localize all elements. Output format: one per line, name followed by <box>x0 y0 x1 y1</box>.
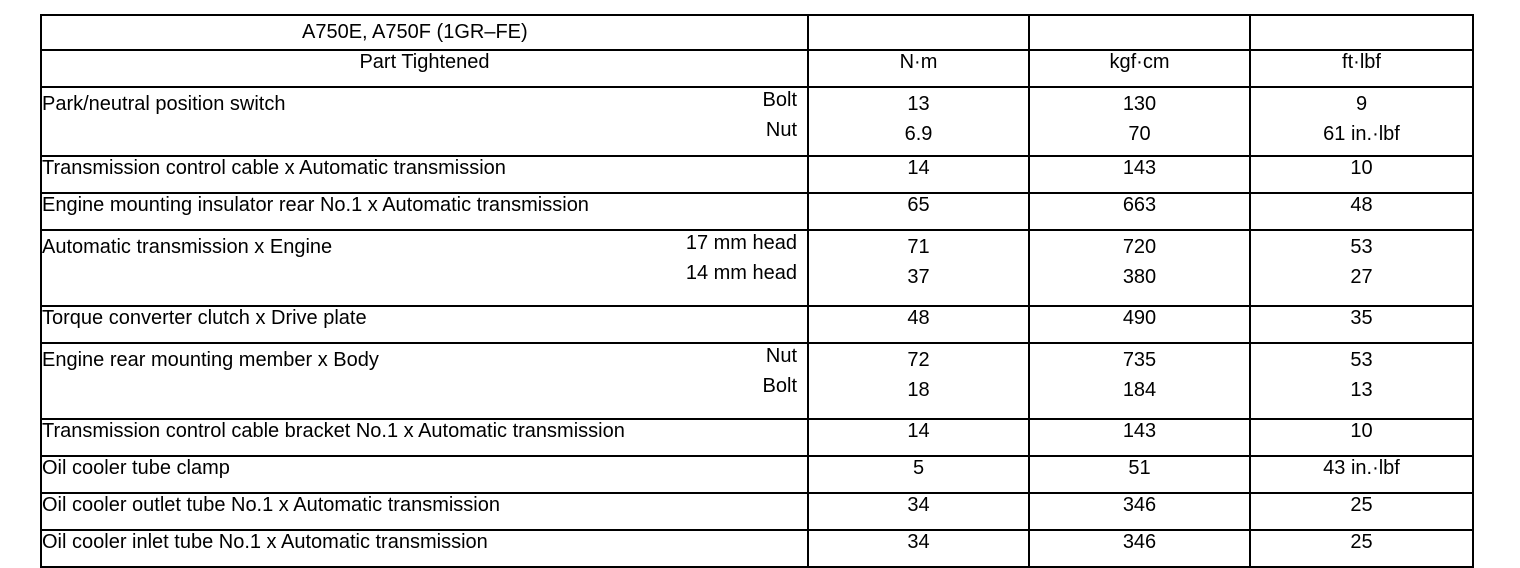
empty-header-cell <box>808 15 1029 50</box>
kgf-value: 184 <box>1122 379 1157 401</box>
kgf-value: 346 <box>1029 493 1250 530</box>
kgf-value: 490 <box>1029 306 1250 343</box>
col-header-kgf: kgf·cm <box>1029 50 1250 87</box>
nm-value: 14 <box>808 419 1029 456</box>
ftlbf-value: 9 <box>1355 93 1368 115</box>
part-name: Torque converter clutch x Drive plate <box>41 306 808 343</box>
nm-cell <box>808 230 1029 306</box>
nm-value: 34 <box>808 493 1029 530</box>
kgf-value: 51 <box>1029 456 1250 493</box>
nm-value: 65 <box>808 193 1029 230</box>
ftlbf-cell <box>1250 230 1473 306</box>
column-header-row <box>41 50 1473 87</box>
sub-label: 14 mm head <box>685 262 797 284</box>
nm-cell <box>808 87 1029 156</box>
model-label: A750E, A750F (1GR–FE) <box>302 21 528 43</box>
sub-label: Nut <box>765 119 797 141</box>
nm-value: 48 <box>808 306 1029 343</box>
part-name: Engine rear mounting member x Body <box>42 349 379 371</box>
kgf-value: 70 <box>1128 123 1151 145</box>
sub-label: Nut <box>765 345 797 367</box>
table-row <box>41 530 1473 567</box>
ftlbf-value: 27 <box>1350 266 1373 288</box>
nm-value: 6.9 <box>904 123 933 145</box>
part-name: Transmission control cable bracket No.1 x Automatic transmission <box>41 419 808 456</box>
part-name: Oil cooler tube clamp <box>41 456 808 493</box>
ftlbf-value: 13 <box>1350 379 1373 401</box>
nm-value: 13 <box>907 93 930 115</box>
table-row <box>41 87 1473 156</box>
sub-label: Bolt <box>762 89 797 111</box>
kgf-value: 735 <box>1122 349 1157 371</box>
table-row <box>41 493 1473 530</box>
kgf-cell <box>1029 230 1250 306</box>
part-cell <box>41 230 808 306</box>
part-name: Automatic transmission x Engine <box>42 236 333 258</box>
table-row <box>41 230 1473 306</box>
kgf-value: 720 <box>1122 236 1157 258</box>
part-name: Engine mounting insulator rear No.1 x Automatic transmission <box>41 193 808 230</box>
ftlbf-value: 10 <box>1250 419 1473 456</box>
nm-value: 34 <box>808 530 1029 567</box>
table-row <box>41 306 1473 343</box>
empty-header-cell <box>1250 15 1473 50</box>
nm-value: 37 <box>907 266 930 288</box>
ftlbf-value: 25 <box>1250 493 1473 530</box>
ftlbf-value: 25 <box>1250 530 1473 567</box>
part-name: Oil cooler outlet tube No.1 x Automatic transmission <box>41 493 808 530</box>
nm-value: 71 <box>907 236 930 258</box>
part-cell <box>41 87 808 156</box>
kgf-value: 380 <box>1122 266 1157 288</box>
part-name: Oil cooler inlet tube No.1 x Automatic transmission <box>41 530 808 567</box>
kgf-value: 130 <box>1122 93 1157 115</box>
ftlbf-value: 35 <box>1250 306 1473 343</box>
col-header-nm: N·m <box>808 50 1029 87</box>
table-row <box>41 343 1473 419</box>
sub-label: Bolt <box>762 375 797 397</box>
ftlbf-value: 61 in.·lbf <box>1323 123 1400 145</box>
model-header-row <box>41 15 1473 50</box>
kgf-cell <box>1029 87 1250 156</box>
kgf-value: 346 <box>1029 530 1250 567</box>
ftlbf-value: 53 <box>1350 236 1373 258</box>
kgf-value: 143 <box>1029 419 1250 456</box>
kgf-value: 663 <box>1029 193 1250 230</box>
ftlbf-value: 43 in.·lbf <box>1250 456 1473 493</box>
kgf-cell <box>1029 343 1250 419</box>
ftlbf-value: 48 <box>1250 193 1473 230</box>
col-header-ftlbf: ft·lbf <box>1250 50 1473 87</box>
ftlbf-value: 53 <box>1350 349 1373 371</box>
empty-header-cell <box>1029 15 1250 50</box>
part-name: Park/neutral position switch <box>42 93 286 115</box>
kgf-value: 143 <box>1029 156 1250 193</box>
ftlbf-value: 10 <box>1250 156 1473 193</box>
part-cell <box>41 343 808 419</box>
table-row <box>41 456 1473 493</box>
sub-label: 17 mm head <box>685 232 797 254</box>
nm-value: 72 <box>907 349 930 371</box>
table-row <box>41 156 1473 193</box>
model-cell <box>41 15 808 50</box>
nm-value: 18 <box>907 379 930 401</box>
table-row <box>41 193 1473 230</box>
torque-spec-table <box>40 14 1474 568</box>
ftlbf-cell <box>1250 343 1473 419</box>
nm-value: 14 <box>808 156 1029 193</box>
ftlbf-cell <box>1250 87 1473 156</box>
col-header-part: Part Tightened <box>41 50 808 87</box>
nm-value: 5 <box>808 456 1029 493</box>
nm-cell <box>808 343 1029 419</box>
part-name: Transmission control cable x Automatic transmission <box>41 156 808 193</box>
table-row <box>41 419 1473 456</box>
